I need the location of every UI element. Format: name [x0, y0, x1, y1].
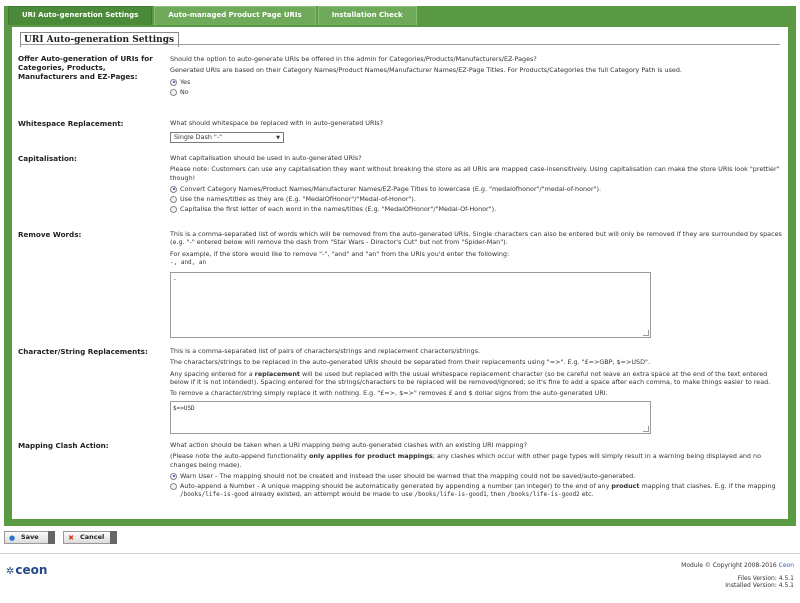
resize-grip-icon[interactable] — [643, 426, 649, 432]
tab-uri-auto-generation-settings[interactable]: URI Auto-generation Settings — [8, 6, 152, 25]
save-button-label: Save — [21, 533, 39, 541]
append-example-2: /books/life-is-good1 — [414, 491, 487, 499]
remove-words-content — [170, 230, 782, 338]
remove-words-value: - — [173, 276, 177, 284]
cancel-button[interactable] — [63, 531, 117, 544]
mapping-clash-note-a: (Please note the auto-append functionality — [170, 452, 310, 461]
char-replace-content — [170, 347, 782, 434]
offer-no-option[interactable] — [170, 88, 782, 97]
char-replace-text-2: The characters/strings to be replaced in the auto-generated URIs should be separated from their replacements using "=>". E.g. "£=>GBP, $=>USD". — [170, 358, 650, 367]
char-replace-text-4: To remove a character/string simply replace it with nothing. E.g. "£=>, $=>" removes £ and $ dollar signs from the auto-generated URI. — [170, 389, 608, 398]
capitalisation-label: Capitalisation: — [18, 154, 77, 163]
offer-no-radio[interactable] — [170, 89, 177, 96]
capitalisation-content — [170, 154, 782, 215]
offer-yes-radio[interactable] — [170, 79, 177, 86]
offer-autogen-content — [170, 55, 782, 98]
tab-auto-managed-product-page-uris[interactable]: Auto-managed Product Page URIs — [154, 6, 315, 25]
append-text-b: product — [611, 481, 640, 490]
append-example-1: /books/life-is-good — [180, 491, 249, 499]
char-replace-textarea[interactable] — [170, 401, 651, 434]
mapping-clash-append-label — [180, 482, 782, 500]
capitalisation-lowercase-radio[interactable] — [170, 186, 177, 193]
remove-words-text-2: For example, if the store would like to remove "-", "and" and "an" from the URIs you'd enter the following: — [170, 249, 510, 258]
tab-bar — [8, 6, 419, 27]
offer-autogen-question: Should the option to auto-generate URIs be offered in the admin for Categories/Products/Manufacturers/EZ-Pages? — [170, 55, 537, 63]
save-button[interactable] — [4, 531, 55, 544]
offer-yes-label: Yes — [180, 77, 191, 86]
mapping-clash-warn-radio[interactable] — [170, 473, 177, 480]
files-version: Files Version: 4.5.1 — [737, 575, 794, 582]
mapping-clash-warn-option[interactable] — [170, 472, 782, 481]
remove-words-text-1: This is a comma-separated list of words which will be removed from the auto-generated URIs. Single characters can also be entered but will only be removed if they are surrounded by spaces (e.g. "-" entered below will remove the dash from "Star Wars - Director's Cut" but not from "Spider-Man"). — [170, 230, 782, 247]
append-text-g: , then — [486, 490, 508, 499]
settings-panel — [12, 27, 788, 519]
mapping-clash-content — [170, 441, 782, 499]
append-text-i: etc. — [579, 490, 594, 499]
cancel-button-label: Cancel — [80, 533, 105, 541]
append-example-3: /books/life-is-good2 — [507, 491, 580, 499]
capitalisation-question: What capitalisation should be used in auto-generated URIs? — [170, 154, 362, 162]
cancel-icon: ✖ — [68, 534, 74, 542]
section-divider — [20, 44, 780, 45]
remove-words-textarea[interactable] — [170, 272, 651, 338]
char-replace-text-3 — [170, 370, 782, 387]
mapping-clash-note-b: only applies for product mappings — [309, 452, 433, 461]
whitespace-select[interactable] — [170, 132, 284, 143]
capitalisation-as-is-option[interactable] — [170, 195, 782, 204]
footer-divider — [0, 553, 800, 554]
mapping-clash-note — [170, 452, 782, 469]
capitalisation-as-is-label: Use the names/titles as they are (E.g. "MedalOfHonor"/"Medal-of-Honor"). — [180, 195, 416, 204]
installed-version: Installed Version: 4.5.1 — [725, 582, 794, 589]
char-replace-value: $=>USD — [173, 405, 195, 413]
char-replace-text-3c: will be used but replaced with the usual whitespace replacement character (so be careful not leave an extra space at the end of the text entered below if it is not intended!). Spacing entered for the strings/characters to be replaced will be removed/ignored; so it's fine to add a space after each comma, to make things easier to read. — [170, 369, 771, 386]
append-text-c: mapping that clashes. E.g. if the mapping — [639, 481, 776, 490]
remove-words-label: Remove Words: — [18, 230, 82, 239]
section-title: URI Auto-generation Settings — [20, 32, 179, 47]
char-replace-text-3a: Any spacing entered for a — [170, 369, 255, 378]
ceon-link[interactable]: Ceon — [778, 562, 794, 569]
char-replace-text-3b: replacement — [254, 369, 300, 378]
capitalisation-capitalise-label: Capitalise the first letter of each word in the names/titles (E.g. "MedalOfHonor"/"Medal-Of-Honor"). — [180, 205, 497, 214]
module-copyright — [681, 562, 794, 569]
save-button-edge — [48, 531, 55, 544]
append-text-a: Auto-append a Number - A unique mapping should be automatically generated by appending a number (an integer) to the end of any — [180, 481, 612, 490]
copyright-text: Module © Copyright 2008-2016 — [681, 562, 779, 569]
capitalisation-as-is-radio[interactable] — [170, 196, 177, 203]
chevron-down-icon: ▼ — [276, 135, 280, 142]
save-icon: ● — [8, 534, 16, 542]
ceon-logo-text: ceon — [15, 563, 48, 577]
mapping-clash-append-radio[interactable] — [170, 483, 177, 490]
offer-yes-option[interactable] — [170, 78, 782, 87]
whitespace-content — [170, 119, 782, 143]
capitalisation-capitalise-option[interactable] — [170, 205, 782, 214]
capitalisation-note: Please note: Customers can use any capitalisation they want without breaking the store as all URIs are mapped case-insensitively. Using capitalisation can make the store URIs look "prettier" though! — [170, 165, 780, 182]
mapping-clash-label: Mapping Clash Action: — [18, 441, 109, 450]
mapping-clash-note-c: ; any clashes which occur with other page types will simply result in a warning being displayed and no changes being made). — [170, 452, 761, 469]
capitalisation-lowercase-option[interactable] — [170, 185, 782, 194]
mapping-clash-question: What action should be taken when a URI mapping being auto-generated clashes with an existing URI mapping? — [170, 441, 527, 449]
resize-grip-icon[interactable] — [643, 330, 649, 336]
ceon-star-icon: ✲ — [6, 566, 15, 577]
mapping-clash-warn-label: Warn User - The mapping should not be created and instead the user should be warned that the mapping could not be saved/auto-generated. — [180, 472, 636, 481]
offer-no-label: No — [180, 87, 189, 96]
char-replace-text-1: This is a comma-separated list of pairs of characters/strings and replacement characters/strings. — [170, 347, 481, 355]
remove-words-example: -, and, an — [170, 258, 207, 266]
settings-frame — [4, 6, 796, 526]
char-replace-label: Character/String Replacements: — [18, 347, 148, 356]
offer-autogen-note: Generated URIs are based on their Category Names/Product Names/Manufacturer Names/EZ-Page Titles. For Products/Categories the full Category Path is used. — [170, 66, 682, 75]
whitespace-label: Whitespace Replacement: — [18, 119, 124, 128]
whitespace-select-value: Single Dash "-" — [174, 133, 223, 142]
whitespace-question: What should whitespace be replaced with in auto-generated URIs? — [170, 119, 384, 127]
capitalisation-lowercase-label: Convert Category Names/Product Names/Manufacturer Names/EZ-Page Titles to lowercase (E.g. "medalofhonor"/"medal-of-honor"). — [180, 185, 602, 194]
cancel-button-edge — [110, 531, 117, 544]
capitalisation-capitalise-radio[interactable] — [170, 206, 177, 213]
mapping-clash-append-option[interactable] — [170, 482, 782, 500]
tab-installation-check[interactable]: Installation Check — [318, 6, 417, 25]
append-text-e: already existed, an attempt would be made to use — [248, 490, 415, 499]
offer-autogen-label: Offer Auto-generation of URIs for Categories, Products, Manufacturers and EZ-Pages: — [18, 54, 153, 81]
ceon-logo — [6, 563, 47, 577]
